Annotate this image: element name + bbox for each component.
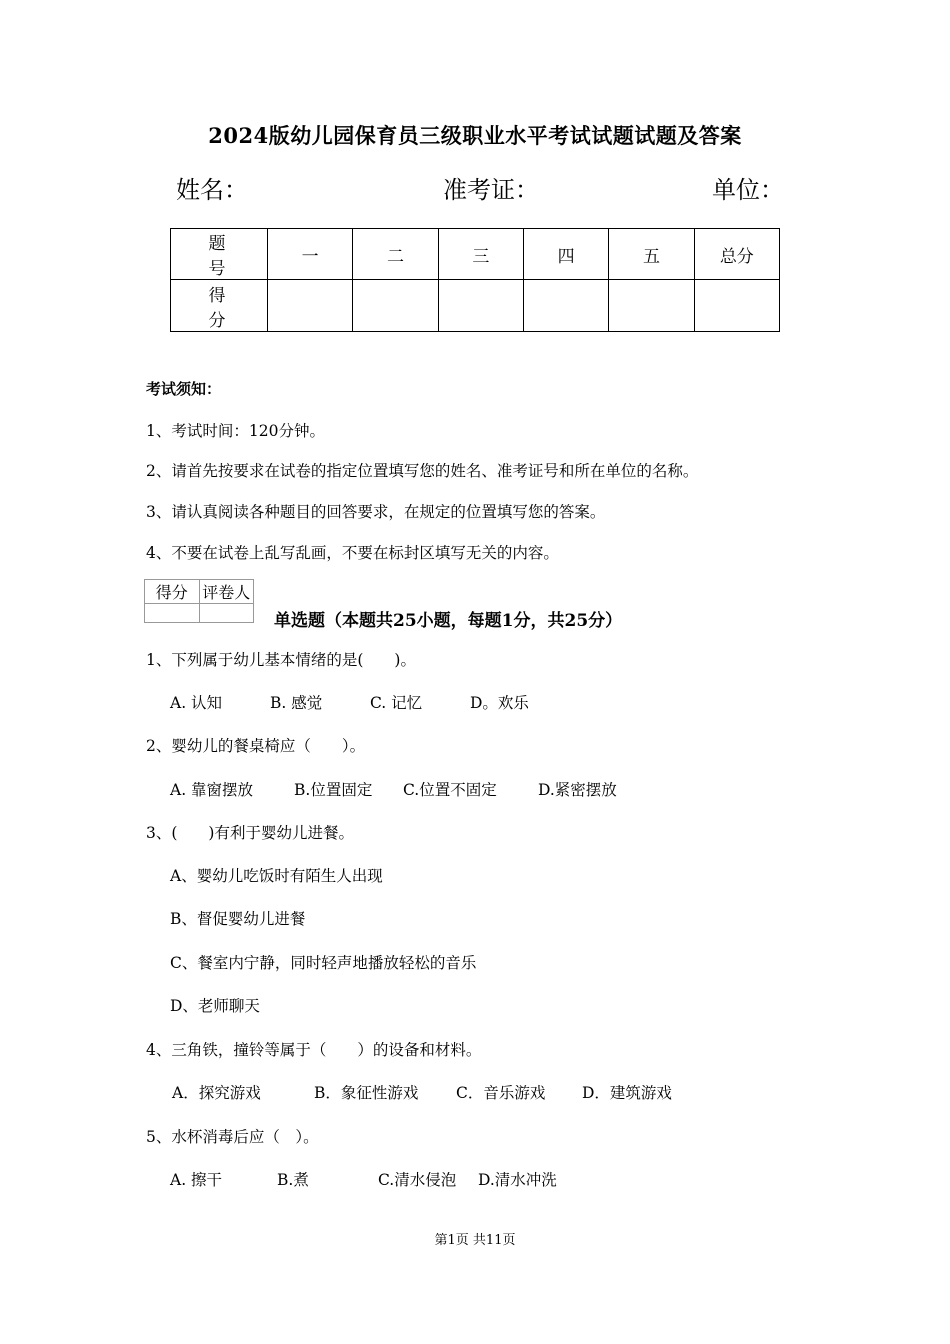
grader-score-cell[interactable] bbox=[145, 604, 200, 623]
grader-box bbox=[144, 579, 254, 623]
document-title: 2024版幼儿园保育员三级职业水平考试试题试题及答案 bbox=[208, 123, 742, 148]
score-cell[interactable] bbox=[268, 280, 353, 332]
answer-option[interactable]: B.煮 bbox=[277, 1171, 309, 1189]
question-text: 1、下列属于幼儿基本情绪的是( )。 bbox=[146, 651, 416, 669]
answer-option[interactable]: D、老师聊天 bbox=[170, 997, 260, 1015]
answer-option[interactable]: D.紧密摆放 bbox=[538, 781, 617, 799]
score-table-header-cell: 总分 bbox=[694, 229, 779, 280]
answer-option[interactable]: A、婴幼儿吃饭时有陌生人出现 bbox=[170, 867, 383, 885]
grader-name-label: 评卷人 bbox=[199, 580, 254, 604]
score-table-header-label: 题 号 bbox=[171, 229, 268, 280]
notice-item: 4、不要在试卷上乱写乱画，不要在标封区填写无关的内容。 bbox=[146, 544, 559, 562]
answer-option[interactable]: B.位置固定 bbox=[294, 781, 373, 799]
score-table-header-row bbox=[171, 229, 780, 280]
answer-option[interactable]: D.清水冲洗 bbox=[478, 1171, 557, 1189]
score-cell[interactable] bbox=[694, 280, 779, 332]
score-cell[interactable] bbox=[438, 280, 523, 332]
answer-option[interactable]: C.位置不固定 bbox=[403, 781, 497, 799]
question-text: 2、婴幼儿的餐桌椅应（ ）。 bbox=[146, 737, 366, 755]
notice-item: 1、考试时间：120分钟。 bbox=[146, 422, 325, 440]
notice-heading: 考试须知： bbox=[146, 380, 222, 398]
page-number: 第1页 共11页 bbox=[434, 1233, 516, 1248]
answer-option[interactable]: C．音乐游戏 bbox=[456, 1084, 546, 1102]
score-table-header-cell: 二 bbox=[353, 229, 438, 280]
answer-option[interactable]: C. 记忆 bbox=[370, 694, 423, 712]
score-cell[interactable] bbox=[523, 280, 608, 332]
unit-field-label: 单位： bbox=[712, 176, 784, 204]
answer-option[interactable]: D。欢乐 bbox=[470, 694, 529, 712]
score-cell[interactable] bbox=[609, 280, 694, 332]
score-table-row-label: 得 分 bbox=[171, 280, 268, 332]
name-field-label: 姓名： bbox=[176, 176, 248, 204]
question-text: 5、水杯消毒后应（ ）。 bbox=[146, 1128, 319, 1146]
grader-name-cell[interactable] bbox=[199, 604, 254, 623]
notice-item: 3、请认真阅读各种题目的回答要求，在规定的位置填写您的答案。 bbox=[146, 503, 606, 521]
section-title: 单选题（本题共25小题，每题1分，共25分） bbox=[274, 611, 623, 631]
answer-option[interactable]: C.清水侵泡 bbox=[378, 1171, 457, 1189]
score-table-header-cell: 四 bbox=[523, 229, 608, 280]
score-cell[interactable] bbox=[353, 280, 438, 332]
answer-option[interactable]: B、督促婴幼儿进餐 bbox=[170, 910, 306, 928]
answer-option[interactable]: B. 感觉 bbox=[270, 694, 323, 712]
grader-score-label: 得分 bbox=[145, 580, 200, 604]
answer-option[interactable]: A. 认知 bbox=[170, 694, 223, 712]
score-table-score-row bbox=[171, 280, 780, 332]
answer-option[interactable]: B．象征性游戏 bbox=[314, 1084, 419, 1102]
answer-option[interactable]: A. 靠窗摆放 bbox=[170, 781, 254, 799]
score-table-header-cell: 一 bbox=[268, 229, 353, 280]
answer-option[interactable]: A. 擦干 bbox=[170, 1171, 223, 1189]
question-text: 3、( )有利于婴幼儿进餐。 bbox=[146, 824, 354, 842]
exam-id-field-label: 准考证： bbox=[443, 176, 539, 204]
answer-option[interactable]: A．探究游戏 bbox=[172, 1084, 261, 1102]
score-table-header-cell: 五 bbox=[609, 229, 694, 280]
score-table-header-cell: 三 bbox=[438, 229, 523, 280]
answer-option[interactable]: C、餐室内宁静，同时轻声地播放轻松的音乐 bbox=[170, 954, 477, 972]
score-table bbox=[170, 228, 780, 332]
answer-option[interactable]: D．建筑游戏 bbox=[582, 1084, 672, 1102]
notice-item: 2、请首先按要求在试卷的指定位置填写您的姓名、准考证号和所在单位的名称。 bbox=[146, 462, 699, 480]
question-text: 4、三角铁，撞铃等属于（ ）的设备和材料。 bbox=[146, 1041, 482, 1059]
